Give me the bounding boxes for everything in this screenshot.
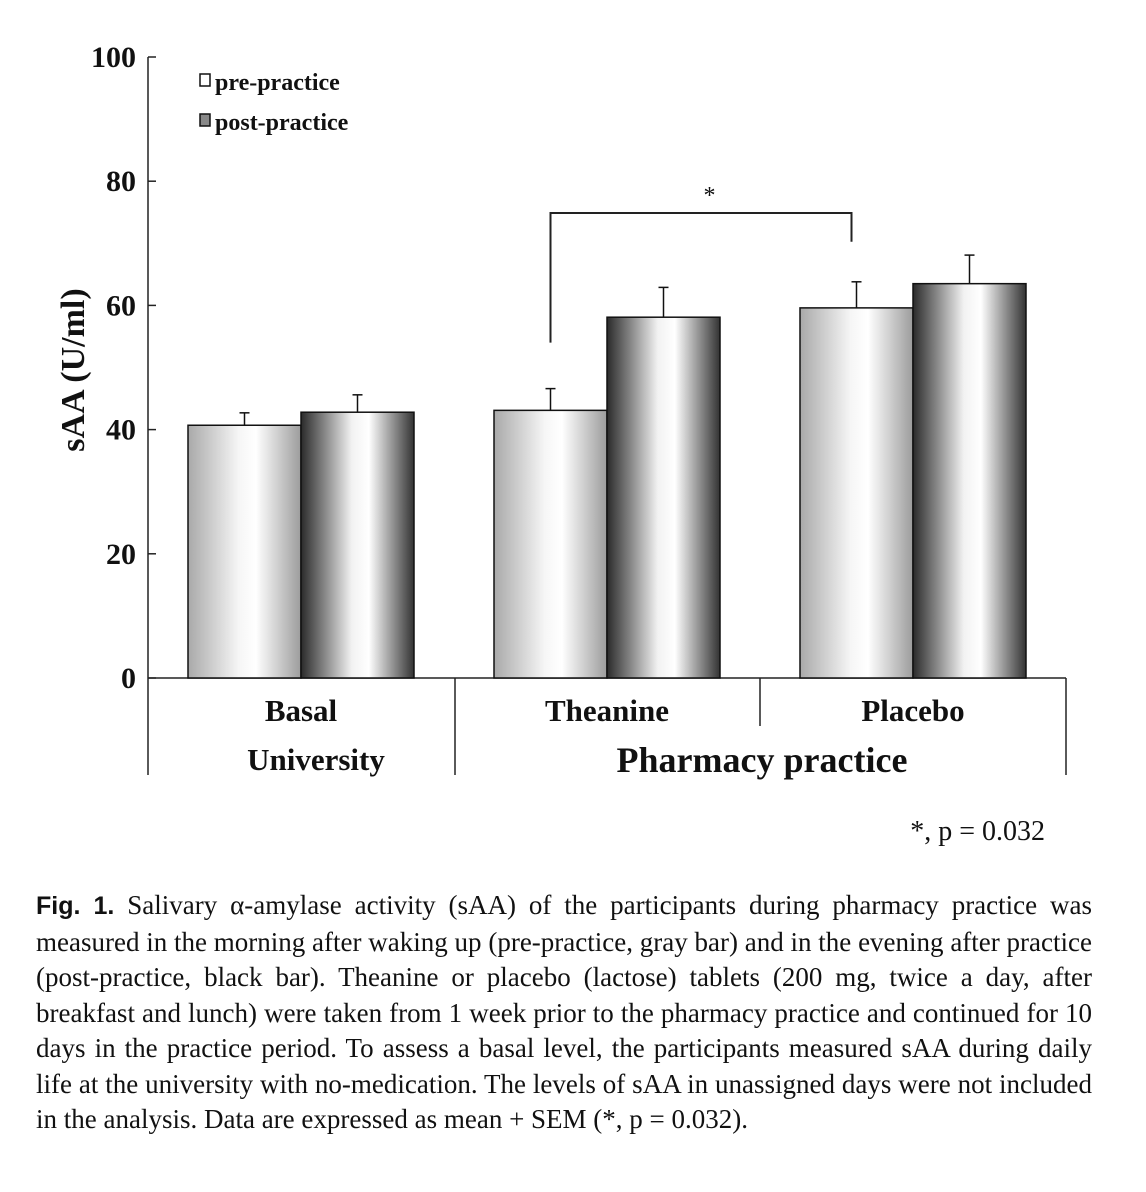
caption-text: Salivary α-amylase activity (sAA) of the participants during pharmacy practice was measured in the morning after waking up (pre-practice, gray bar) and in the evening after practice (post-practice, black bar). Theanine or placebo (lactose) tablets (200 mg, twice a day, after breakfast and lunch) were taken from 1 week prior to the pharmacy practice and continued for 10 days in the practice period. To assess a basal level, the participants measured sAA during daily life at the university with no-medication. The levels of sAA in unassigned days were not included in the analysis. Data are expressed as mean + SEM (*, p = 0.032). — [36, 890, 1092, 1134]
figure-caption — [36, 888, 1092, 1138]
y-tick-label: 20 — [106, 537, 136, 571]
y-tick-label: 60 — [106, 289, 136, 323]
x-axis-labels — [247, 693, 965, 780]
legend-swatch-post-practice — [200, 114, 210, 126]
y-axis-label: sAA (U/ml) — [55, 288, 92, 452]
bar-theanine-pre-practice — [494, 410, 607, 678]
group-label-pharmacy-practice: Pharmacy practice — [616, 740, 908, 780]
x-tick-label-placebo: Placebo — [861, 693, 965, 728]
x-tick-label-theanine: Theanine — [544, 693, 670, 728]
y-tick-label: 80 — [106, 165, 136, 199]
legend-swatch-pre-practice — [200, 74, 210, 86]
caption-label: Fig. 1. — [36, 892, 115, 920]
p-value-note: *, p = 0.032 — [910, 816, 1045, 847]
y-tick-label: 100 — [91, 41, 136, 74]
bar-theanine-post-practice — [607, 317, 720, 678]
y-tick-label: 40 — [106, 413, 136, 447]
significance-marker: * — [703, 183, 716, 209]
y-tick-label: 0 — [121, 662, 136, 695]
group-label-university: University — [247, 742, 385, 777]
legend-label-pre-practice: pre-practice — [215, 70, 340, 96]
legend — [200, 70, 349, 136]
bar-basal-pre-practice — [188, 425, 301, 678]
bar-basal-post-practice — [301, 412, 414, 678]
bar-placebo-post-practice — [913, 284, 1026, 678]
x-tick-label-basal: Basal — [264, 693, 338, 728]
bars — [188, 255, 1026, 678]
bar-placebo-pre-practice — [800, 308, 913, 678]
legend-label-post-practice: post-practice — [215, 110, 349, 136]
